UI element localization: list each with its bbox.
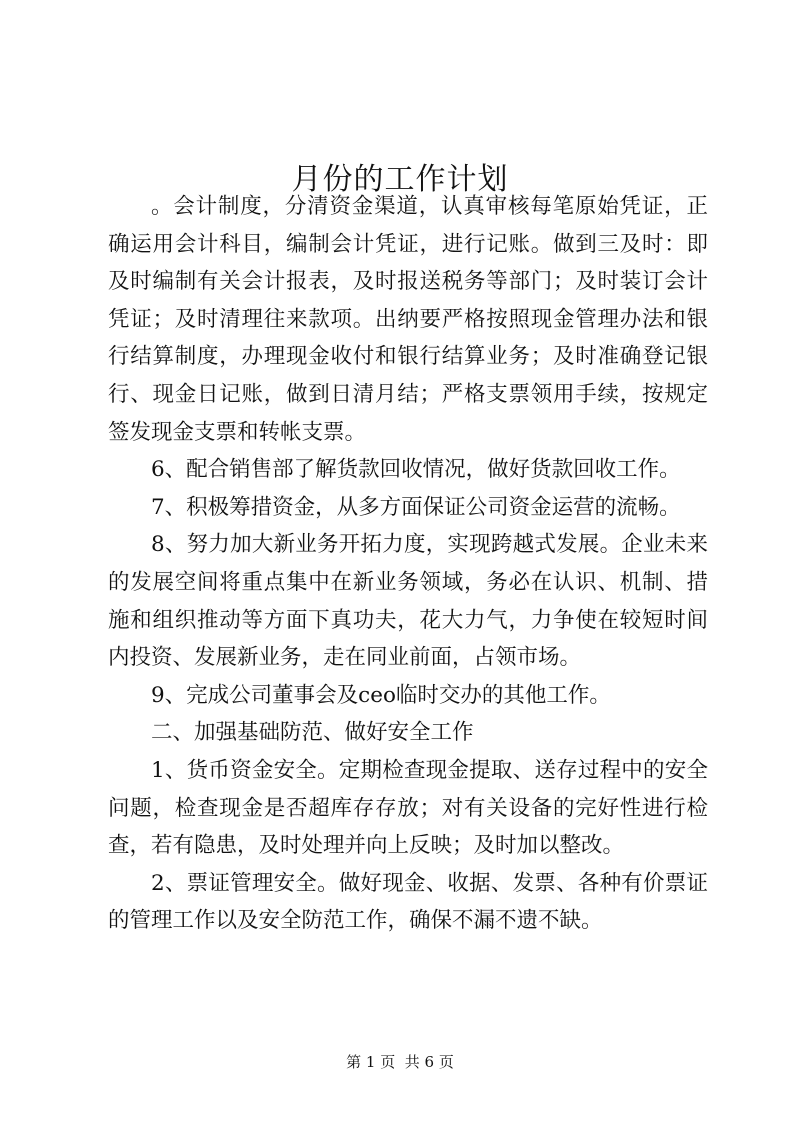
paragraph: 6、配合销售部了解货款回收情况，做好货款回收工作。 (151, 457, 681, 483)
footer-separator (395, 1053, 405, 1071)
section-heading: 二、加强基础防范、做好安全工作 (151, 720, 474, 746)
page-total: 共 6 页 (404, 1053, 454, 1071)
paragraph: 2、票证管理安全。做好现金、收据、发票、各种有价票证的管理工作以及安全防范工作，确保不漏不遗不缺。 (108, 870, 708, 934)
paragraph: 9、完成公司董事会及ceo临时交办的其他工作。 (151, 682, 611, 708)
paragraph: 。会计制度，分清资金渠道，认真审核每笔原始凭证，正确运用会计科目，编制会计凭证，进行记账。做到三及时：即及时编制有关会计报表，及时报送税务等部门；及时装订会计凭证；及时清理往来款项。出纳要严格按照现金管理办法和银行结算制度，办理现金收付和银行结算业务；及时准确登记银行、现金日记账，做到日清月结；严格支票领用手续，按规定签发现金支票和转帐支票。 (108, 194, 708, 445)
page-footer (0, 1052, 800, 1072)
paragraph: 1、货币资金安全。定期检查现金提取、送存过程中的安全问题，检查现金是否超库存存放；对有关设备的完好性进行检查，若有隐患，及时处理并向上反映；及时加以整改。 (108, 757, 708, 859)
paragraph: 8、努力加大新业务开拓力度，实现跨越式发展。企业未来的发展空间将重点集中在新业务领域，务必在认识、机制、措施和组织推动等方面下真功夫，花大力气，力争使在较短时间内投资、发展新业务，走在同业前面，占领市场。 (108, 532, 708, 671)
document-body (108, 188, 708, 940)
document-title: 月份的工作计划 (291, 162, 509, 198)
page-number: 第 1 页 (346, 1053, 396, 1071)
paragraph: 7、积极筹措资金，从多方面保证公司资金运营的流畅。 (151, 494, 681, 520)
